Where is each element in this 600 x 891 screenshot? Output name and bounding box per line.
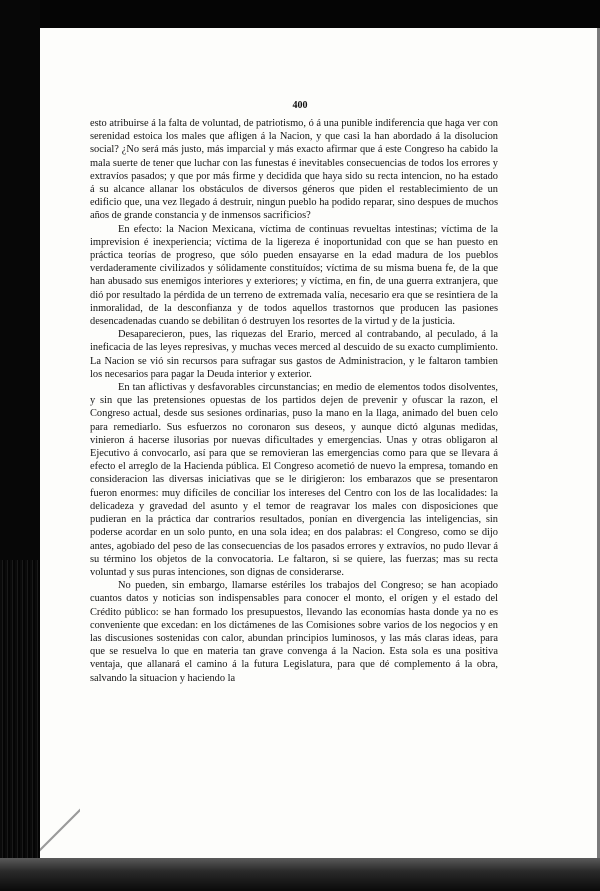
paragraph: En efecto: la Nacion Mexicana, víctima de continuas revueltas intestinas; víctima de la imprevision é inexperiencia; víctima de la ligereza é inoportunidad con que se han puesto en práctica teorías de progreso, que sólo pueden ensayarse en la edad madura de los pueblos verdaderamente civilizados y sólidamente constituídos; víctima de su misma buena fe, de la que han abusado sus enemigos interiores y exteriores; y víctima, en fin, de una guerra extranjera, que dió por resultado la pérdida de un terreno de extremada valía, necesario era que se resintiera de la inmoralidad, de la desconfianza y de todos aquellos trastornos que producen las pasiones desencadenadas cuando se debilitan ó destruyen los resortes de la virtud y de la justicia. bbox=[90, 223, 498, 328]
body-text bbox=[90, 117, 498, 685]
paragraph: En tan aflictivas y desfavorables circunstancias; en medio de elementos todos disolventes, y sin que las pretensiones opuestas de los partidos dejen de prevenir y ofuscar la razon, el Congreso actual, desde sus sesiones ordinarias, puso la mano en la llaga, animado del buen celo para remediarlo. Sus esfuerzos no coronaron sus deseos, y aunque dictó algunas medidas, vinieron á hacerse ilusorias por nuevas dificultades y emergencias. Unas y otras obligaron al Ejecutivo á convocarlo, así para que se removieran las emergencias como para que se llevara á efecto el arreglo de la Hacienda pública. El Congreso acometió de nuevo la empresa, tomando en consideracion las diversas iniciativas que se le dirigieron: los embarazos que se presentaron fueron enormes: muy difíciles de conciliar los intereses del Centro con los de las localidades: la delicadeza y gravedad del asunto y el temor de reagravar los males con disposiciones que pudieran en la práctica dar contrarios resultados, ponían en divergencia las inteligencias, sin poderse acordar en un solo punto, en una sola idea; en dos palabras: el Congreso, como se dijo antes, agobiado del peso de las consecuencias de los pasados errores y extravíos, no pudo llevar á su término los objetos de la convocatoria. Le faltaron, si se quiere, las fuerzas; mas su recta voluntad y sus puras intenciones, son dignas de considerarse. bbox=[90, 382, 498, 578]
scan-border-noise bbox=[0, 560, 40, 891]
page-number: 400 bbox=[292, 100, 308, 111]
scan-fold-shadow bbox=[40, 800, 80, 860]
paragraph: No pueden, sin embargo, llamarse estériles los trabajos del Congreso; se han acopiado cuantos datos y noticias son indispensables para conocer el monto, el orígen y el estado del Crédito público: se han formado los presupuestos, llevando las economías hasta donde ya no es conveniente que excedan: en los dictámenes de las Comisiones sobre varios de los negocios y en las discusiones sostenidas con calor, abundan principios luminosos, y las más claras ideas, para que se resuelva lo que en materia tan grave convenga á la Nacion. Esta sola es una positiva ventaja, que allanará el camino á la futura Legislatura, para que dé complemento á la obra, salvando la situacion y haciendo la bbox=[90, 580, 498, 684]
paragraph: esto atribuirse á la falta de voluntad, de patriotismo, ó á una punible indiferencia que haga ver con serenidad estoica los males que afligen á la Nacion, y que casi la han abordado á la disolucion social? ¿No será más justo, más imparcial y más exacto afirmar que á este Congreso ha cabido la mala suerte de tener que luchar con las funestas é inevitables consecuencias de todos los errores y extravíos pasados; y que por más firme y decidida que haya sido su recta intencion, no ha estado á su alcance allanar los obstáculos de diversos géneros que piden el restablecimiento de un edificio que, una vez llegado á destruir, ningun pueblo ha podido reparar, sino despues de muchos años de grande constancia y de inmensos sacrificios? bbox=[90, 118, 498, 222]
scan-border-top bbox=[0, 0, 600, 28]
scan-border-bottom bbox=[0, 858, 600, 891]
paragraph: Desaparecieron, pues, las riquezas del Erario, merced al contrabando, al peculado, á la ineficacia de las leyes represivas, y muchas veces merced al descuido de su exacto cumplimiento. La Nacion se vió sin recursos para sufragar sus gastos de Administracion, y le faltaron tambien los necesarios para pagar la Deuda interior y exterior. bbox=[90, 329, 498, 380]
